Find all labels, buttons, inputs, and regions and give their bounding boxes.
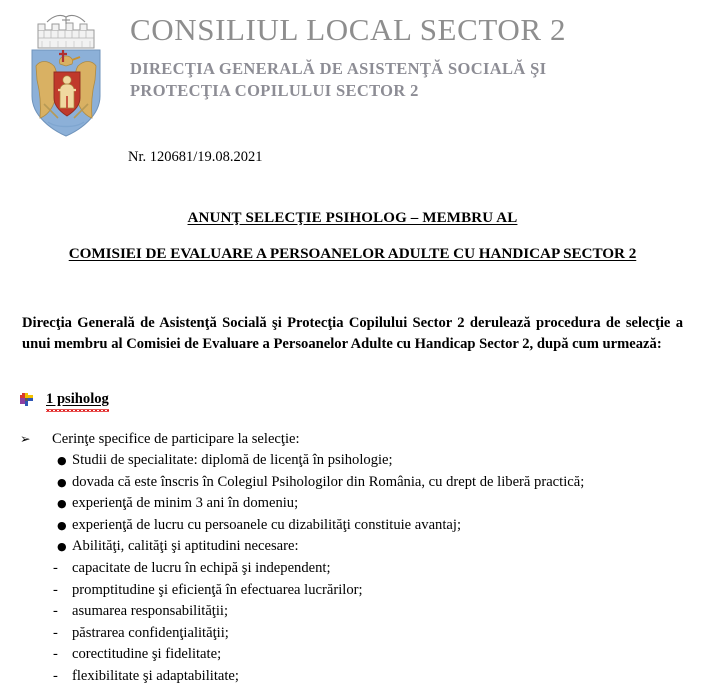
dash-bullet-icon: - bbox=[53, 559, 58, 576]
list-item-text: experienţă de lucru cu persoanele cu dizabilităţi constituie avantaj; bbox=[72, 516, 462, 533]
list-item bbox=[20, 536, 690, 558]
position-line bbox=[20, 390, 109, 408]
document-number: Nr. 120681/19.08.2021 bbox=[128, 149, 263, 165]
list-item-text: corectitudine şi fidelitate; bbox=[72, 646, 222, 663]
coat-of-arms-icon bbox=[14, 4, 118, 138]
list-item bbox=[20, 601, 690, 623]
document-title-line-2 bbox=[20, 244, 685, 264]
list-item bbox=[20, 493, 690, 515]
arrow-bullet-icon: ➢ bbox=[20, 431, 31, 446]
dot-bullet-icon: ● bbox=[57, 518, 67, 532]
requirements-dot-list bbox=[20, 450, 690, 558]
list-item bbox=[20, 472, 690, 494]
list-item-text: capacitate de lucru în echipă şi independent; bbox=[72, 559, 331, 576]
dash-bullet-icon: - bbox=[53, 646, 58, 663]
list-item-text: păstrarea confidenţialităţii; bbox=[72, 624, 229, 641]
pinwheel-bullet-icon bbox=[20, 393, 33, 406]
document-title-block bbox=[20, 208, 685, 264]
list-item bbox=[20, 558, 690, 580]
list-item bbox=[20, 580, 690, 602]
document-title-line-2-text: COMISIEI DE EVALUARE A PERSOANELOR ADULTE CU HANDICAP SECTOR 2 bbox=[68, 245, 637, 262]
list-item-text: dovada că este înscris în Colegiul Psihologilor din România, cu drept de liberă practică; bbox=[72, 473, 585, 490]
dot-bullet-icon: ● bbox=[57, 454, 67, 467]
requirements-heading-text: Cerinţe specifice de participare la selecţie: bbox=[52, 431, 300, 447]
position-label: 1 psiholog bbox=[46, 391, 109, 407]
document-title-line-1 bbox=[20, 208, 685, 228]
list-item bbox=[20, 666, 690, 688]
letterhead bbox=[0, 0, 705, 140]
list-item bbox=[20, 450, 690, 472]
list-item-text: promptitudine şi eficienţă în efectuarea lucrărilor; bbox=[72, 581, 363, 598]
list-item bbox=[20, 515, 690, 537]
dot-bullet-icon: ● bbox=[57, 475, 67, 489]
organization-subtitle bbox=[130, 58, 690, 102]
dot-bullet-icon: ● bbox=[57, 540, 67, 554]
list-item-text: Studii de specialitate: diplomă de licenţă în psihologie; bbox=[72, 452, 393, 468]
list-item bbox=[20, 623, 690, 645]
letterhead-text bbox=[130, 12, 690, 102]
list-item-text: experienţă de minim 3 ani în domeniu; bbox=[72, 495, 299, 512]
list-item bbox=[20, 644, 690, 666]
list-item-text: flexibilitate şi adaptabilitate; bbox=[72, 667, 239, 684]
list-item-text: Abilităţi, calităţi şi aptitudini necesare: bbox=[72, 538, 299, 555]
dash-bullet-icon: - bbox=[53, 667, 58, 684]
dash-bullet-icon: - bbox=[53, 581, 58, 598]
requirements-dash-list bbox=[20, 558, 690, 688]
list-item-text: asumarea responsabilităţii; bbox=[72, 603, 229, 620]
organization-subtitle-line-2: PROTECŢIA COPILULUI SECTOR 2 bbox=[130, 81, 419, 100]
dash-bullet-icon: - bbox=[53, 624, 58, 641]
organization-subtitle-line-1: DIRECŢIA GENERALĂ DE ASISTENŢĂ SOCIALĂ ŞI bbox=[130, 59, 547, 78]
intro-paragraph: Direcţia Generală de Asistenţă Socială şi Protecţia Copilului Sector 2 derulează procedura de selecţie a unui membru al Comisiei de Evaluare a Persoanelor Adulte cu Handicap Sector 2, după cum urmează: bbox=[22, 314, 683, 353]
requirements-section bbox=[20, 428, 690, 688]
dash-bullet-icon: - bbox=[53, 603, 58, 620]
organization-title: CONSILIUL LOCAL SECTOR 2 bbox=[130, 12, 567, 47]
document-title-line-1-text: ANUNŢ SELECŢIE PSIHOLOG – MEMBRU AL bbox=[187, 210, 518, 226]
requirements-heading bbox=[20, 428, 690, 450]
dot-bullet-icon: ● bbox=[57, 497, 67, 511]
